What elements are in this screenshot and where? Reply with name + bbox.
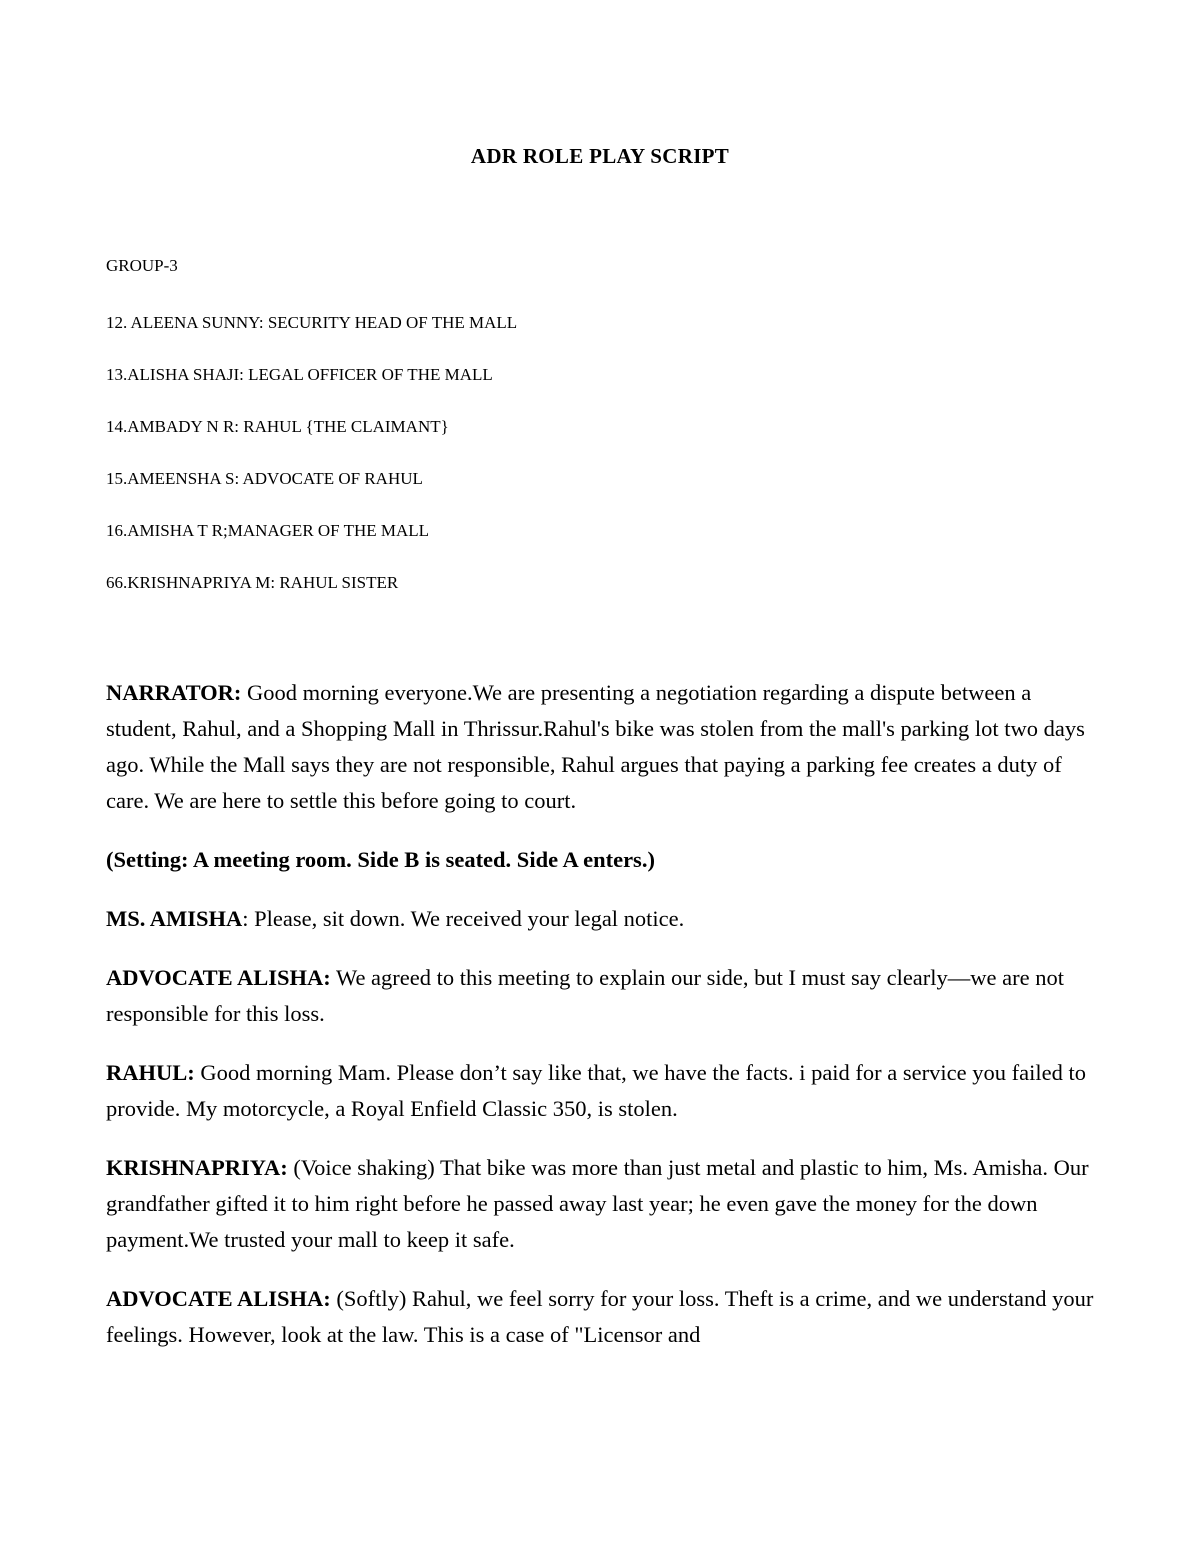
member-item: 12. ALEENA SUNNY: SECURITY HEAD OF THE MALL <box>106 313 518 332</box>
script-paragraph <box>106 1055 1101 1127</box>
script-paragraph <box>106 901 1101 937</box>
dialogue-text: (Softly) Rahul, we feel sorry for your loss. Theft is a crime, and we understand your feelings. However, look at the law. This is a case of "Licensor and <box>106 1286 1094 1347</box>
member-list <box>106 312 517 624</box>
speaker-name: KRISHNAPRIYA: <box>106 1155 288 1180</box>
speaker-name: RAHUL: <box>106 1060 195 1085</box>
document-title: ADR ROLE PLAY SCRIPT <box>470 144 730 168</box>
member-item: 66.KRISHNAPRIYA M: RAHUL SISTER <box>106 573 399 592</box>
script-paragraph <box>106 1281 1101 1353</box>
member-item: 13.ALISHA SHAJI: LEGAL OFFICER OF THE MALL <box>106 365 493 384</box>
dialogue-text: (Voice shaking) That bike was more than just metal and plastic to him, Ms. Amisha. Our grandfather gifted it to him right before he passed away last year; he even gave the money for the down payment.We trusted your mall to keep it safe. <box>106 1155 1089 1252</box>
dialogue-text: Good morning Mam. Please don’t say like that, we have the facts. i paid for a service you failed to provide. My motorcycle, a Royal Enfield Classic 350, is stolen. <box>106 1060 1086 1121</box>
member-item: 16.AMISHA T R;MANAGER OF THE MALL <box>106 521 430 540</box>
member-item: 14.AMBADY N R: RAHUL {THE CLAIMANT} <box>106 417 449 436</box>
group-label: GROUP-3 <box>106 256 178 275</box>
speaker-name: NARRATOR: <box>106 680 242 705</box>
script-body <box>106 675 1101 1376</box>
stage-direction: (Setting: A meeting room. Side B is seated. Side A enters.) <box>106 847 655 872</box>
speaker-name: ADVOCATE ALISHA: <box>106 965 331 990</box>
script-paragraph <box>106 1150 1101 1258</box>
dialogue-text: We agreed to this meeting to explain our side, but I must say clearly—we are not responsible for this loss. <box>106 965 1064 1026</box>
dialogue-text: : Please, sit down. We received your legal notice. <box>242 906 685 931</box>
member-item: 15.AMEENSHA S: ADVOCATE OF RAHUL <box>106 469 423 488</box>
script-paragraph <box>106 960 1101 1032</box>
script-paragraph <box>106 675 1101 819</box>
dialogue-text: Good morning everyone.We are presenting a negotiation regarding a dispute between a student, Rahul, and a Shopping Mall in Thrissur.Rahul's bike was stolen from the mall's parking lot two days ago. While the Mall says they are not responsible, Rahul argues that paying a parking fee creates a duty of care. We are here to settle this before going to court. <box>106 680 1085 813</box>
speaker-name: MS. AMISHA <box>106 906 243 931</box>
speaker-name: ADVOCATE ALISHA: <box>106 1286 331 1311</box>
